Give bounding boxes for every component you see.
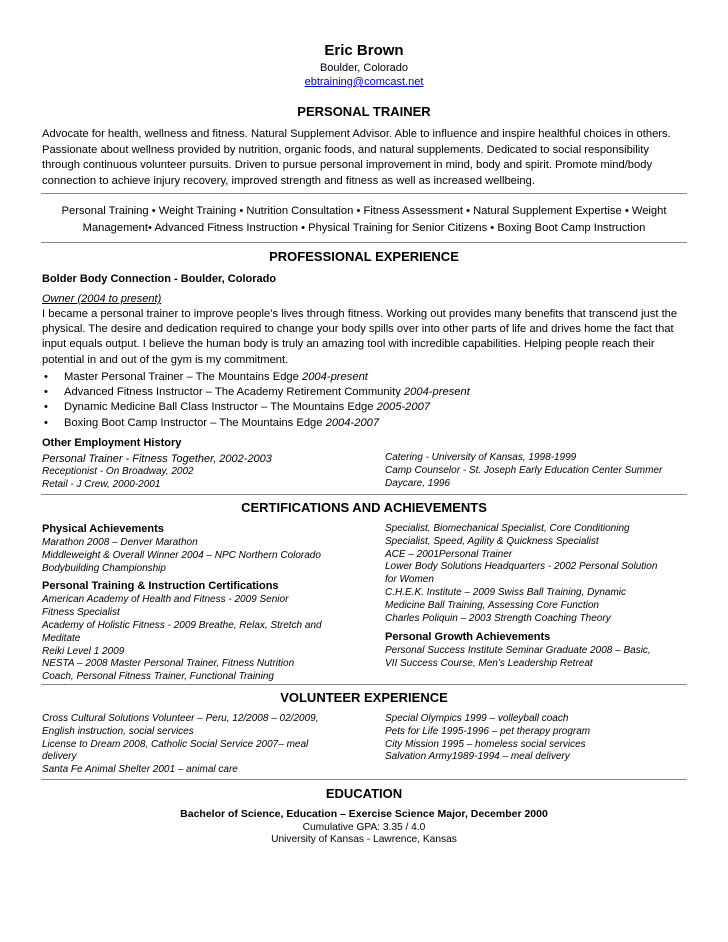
- divider: [41, 779, 687, 780]
- candidate-location: Boulder, Colorado: [319, 62, 409, 74]
- list-item: Daycare, 1996: [385, 477, 451, 489]
- list-item: • Boxing Boot Camp Instructor – The Mountains Edge 2004-2007: [42, 416, 688, 431]
- list-item: Lower Body Solutions Headquarters - 2002 Personal Solution: [385, 561, 658, 573]
- list-item: Meditate: [42, 632, 81, 644]
- other-employment-left: [42, 452, 362, 492]
- divider: [41, 684, 687, 685]
- experience-bullets: [42, 370, 688, 431]
- list-item: Charles Poliquin – 2003 Strength Coaching Theory: [385, 612, 611, 624]
- list-item: Santa Fe Animal Shelter 2001 – animal care: [42, 764, 238, 776]
- email-link[interactable]: ebtraining@comcast.net: [304, 76, 424, 88]
- personal-growth-heading: Personal Growth Achievements: [385, 631, 551, 644]
- job-title: PERSONAL TRAINER: [297, 104, 431, 119]
- gpa: Cumulative GPA: 3.35 / 4.0: [302, 822, 426, 833]
- list-item: ACE – 2001Personal Trainer: [385, 548, 513, 560]
- list-item: • Master Personal Trainer – The Mountains Edge 2004-present: [42, 370, 688, 385]
- list-item: Receptionist - On Broadway, 2002: [42, 466, 194, 477]
- list-item: English instruction, social services: [42, 725, 194, 737]
- other-employment-right: [385, 452, 690, 490]
- list-item: Pets for Life 1995-1996 – pet therapy program: [385, 725, 591, 737]
- list-item: VII Success Course, Men’s Leadership Retreat: [385, 658, 593, 670]
- list-item: License to Dream 2008, Catholic Social Service 2007– meal: [42, 738, 309, 750]
- summary-paragraph: Advocate for health, wellness and fitness. Natural Supplement Advisor. Able to influence and inspire healthful choices in others. Passionate about wellness provided by nutrition, organic foods, and natural supplements. Dedicated to social responsibility through continuous volunteer pursuits. Driven to pursue personal improvement in mind, body and spirit. Promote mind/body connection to achieve injury recovery, improved strength and fitness as well as increased wellbeing.: [42, 128, 671, 187]
- list-item: Specialist, Biomechanical Specialist, Core Conditioning: [385, 523, 630, 534]
- list-item: delivery: [42, 751, 77, 763]
- list-item: Coach, Personal Fitness Trainer, Functional Training: [42, 671, 274, 683]
- company-name: Bolder Body Connection - Boulder, Colorado: [42, 273, 277, 285]
- school: University of Kansas - Lawrence, Kansas: [271, 834, 457, 845]
- list-item: • Dynamic Medicine Ball Class Instructor – The Mountains Edge 2005-2007: [42, 400, 688, 415]
- list-item: Special Olympics 1999 – volleyball coach: [385, 713, 569, 724]
- list-item: Retail - J Crew, 2000-2001: [42, 478, 161, 490]
- list-item: Personal Trainer - Fitness Together, 2002-2003: [42, 453, 272, 465]
- volunteer-heading: VOLUNTEER EXPERIENCE: [280, 690, 448, 705]
- divider: [41, 193, 687, 194]
- certifications-heading: CERTIFICATIONS AND ACHIEVEMENTS: [241, 500, 487, 515]
- list-item: American Academy of Health and Fitness - 2009 Senior: [42, 594, 289, 606]
- list-item: City Mission 1995 – homeless social services: [385, 738, 586, 750]
- volunteer-right: [385, 713, 690, 764]
- divider: [41, 494, 687, 495]
- list-item: Middleweight & Overall Winner 2004 – NPC Northern Colorado: [42, 549, 321, 561]
- experience-heading: PROFESSIONAL EXPERIENCE: [269, 249, 459, 264]
- list-item: Camp Counselor - St. Joseph Early Education Center Summer: [385, 464, 663, 476]
- list-item: Personal Success Institute Seminar Graduate 2008 – Basic,: [385, 645, 651, 657]
- training-certifications-heading: Personal Training & Instruction Certifications: [42, 580, 279, 593]
- candidate-name: Eric Brown: [324, 42, 404, 59]
- education-heading: EDUCATION: [325, 786, 403, 801]
- list-item: C.H.E.K. Institute – 2009 Swiss Ball Training, Dynamic: [385, 586, 627, 598]
- list-item: Cross Cultural Solutions Volunteer – Peru, 12/2008 – 02/2009,: [42, 713, 319, 724]
- list-item: Academy of Holistic Fitness - 2009 Breathe, Relax, Stretch and: [42, 619, 322, 631]
- volunteer-left: [42, 713, 362, 777]
- list-item: Fitness Specialist: [42, 607, 120, 619]
- role-title: Owner (2004 to present): [42, 293, 162, 305]
- skills-list: Personal Training • Weight Training • Nutrition Consultation • Fitness Assessment • Natural Supplement Expertise • Weight Management• Advanced Fitness Instruction • Physical Training for Senior Citizens • Boxing Boot Camp Instruction: [61, 205, 667, 234]
- divider: [41, 242, 687, 243]
- list-item: Salvation Army1989-1994 – meal delivery: [385, 751, 570, 763]
- list-item: NESTA – 2008 Master Personal Trainer, Fitness Nutrition: [42, 658, 295, 670]
- physical-achievements-heading: Physical Achievements: [42, 523, 164, 535]
- list-item: • Advanced Fitness Instructor – The Academy Retirement Community 2004-present: [42, 385, 688, 400]
- list-item: Catering - University of Kansas, 1998-1999: [385, 452, 577, 463]
- list-item: Specialist, Speed, Agility & Quickness Specialist: [385, 535, 599, 547]
- other-employment-heading: Other Employment History: [42, 437, 182, 449]
- list-item: Reiki Level 1 2009: [42, 645, 125, 657]
- certifications-right: [385, 523, 690, 671]
- list-item: Marathon 2008 – Denver Marathon: [42, 537, 198, 548]
- certifications-left: [42, 522, 357, 684]
- list-item: for Women: [385, 574, 434, 586]
- role-description: I became a personal trainer to improve people’s lives through fitness. Working out provides many benefits that transcend just the physical. The desire and dedication required to change your body spills over into other parts of life and drives home the fact that input equals output. I believe the human body is truly an amazing tool with incredible capabilities. Helping people reach their potential in and out of the gym is my commitment.: [42, 308, 678, 366]
- degree: Bachelor of Science, Education – Exercise Science Major, December 2000: [180, 808, 548, 820]
- list-item: Bodybuilding Championship: [42, 562, 166, 574]
- list-item: Medicine Ball Training, Assessing Core Function: [385, 599, 599, 611]
